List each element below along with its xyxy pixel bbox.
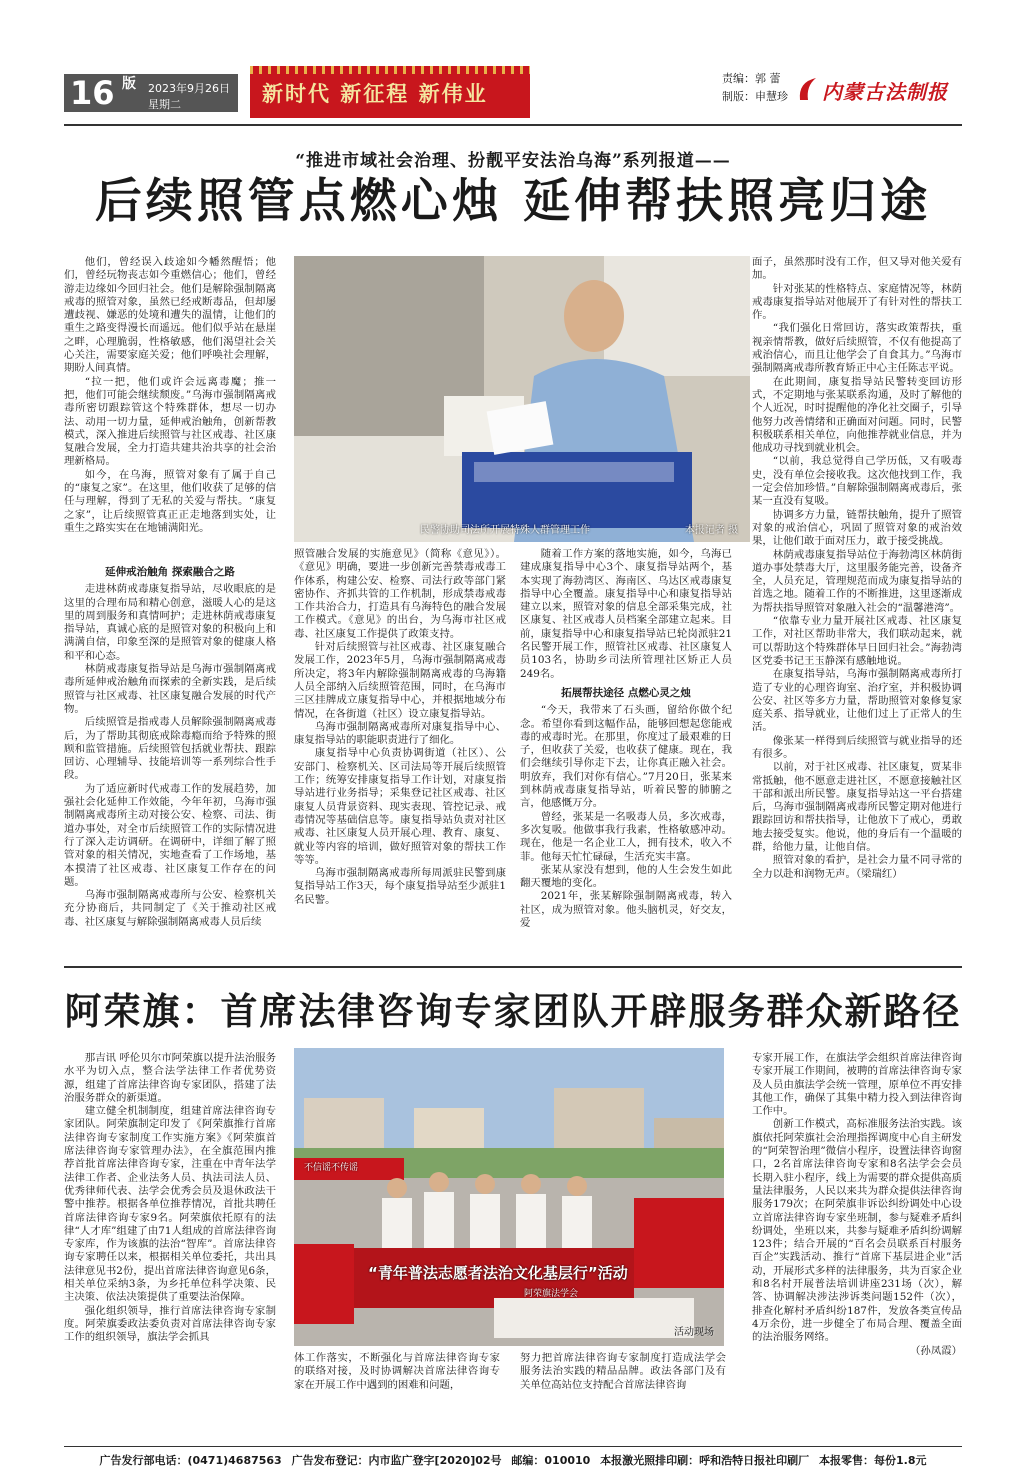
paragraph: 乌海市强制隔离戒毒所对康复指导中心、康复指导站的职能职责进行了细化。: [294, 720, 506, 747]
article2-col4: [752, 1052, 962, 1440]
paragraph: 像张某一样得到后续照管与就业指导的还有很多。: [752, 734, 962, 760]
paragraph: “我们强化日常回访，落实政策帮扶，重视亲情帮教，做好后续照管，不仅有他提高了戒治信心，而且让他学会了自食其力。”乌海市强制隔离戒毒所教育矫正中心主任陈志平说。: [752, 322, 962, 375]
article1-col1-top: [64, 256, 276, 554]
paragraph: 2021年，张某解除强制隔离戒毒，转入社区，成为照管对象。他头脑机灵，好交友，爱: [520, 890, 732, 930]
paragraph: 随着工作方案的落地实施，如今，乌海已建成康复指导中心3个、康复指导站两个，基本实现了海勃湾区、海南区、乌达区戒毒康复指导中心全覆盖。康复指导中心和康复指导站建立以来，照管对象的信息全部采集完成，社区康复、社区戒毒人员档案全部建立起来。目前，康复指导中心和康复指导站已轮岗派驻21名民警开展工作，照管社区戒毒、社区康复人员103名，协助乡司法所管理社区矫正人员249名。: [520, 548, 732, 680]
issue-date: 2023年9月26日: [148, 82, 230, 95]
page-unit: 版: [122, 76, 136, 92]
paragraph: “今天，我带来了石头画，留给你做个纪念。希望你看到这幅作品，能够回想起您能戒毒的戒毒时光。在那里，你度过了最艰难的日子，但收获了关爱，也收获了健康。现在，我们会继续引导你走下去，让你真正融入社会。明放弃，我们对你有信心。”7月20日，张某来到林荫戒毒康复指导站，听着民警的肺腑之言，他感慨万分。: [520, 704, 732, 810]
paragraph: 强化组织领导，推行首席法律咨询专家制度。阿荣旗委政法委负责对首席法律咨询专家工作的组织领导，旗法学会抓具: [64, 1304, 276, 1344]
event-photo-illustration: [294, 1048, 724, 1346]
article2-col2: [294, 1352, 500, 1442]
photo-banner-subtext: 阿荣旗法学会: [524, 1289, 579, 1299]
paragraph: 在此期间，康复指导站民警转变回访形式，不定期地与张某联系沟通，及时了解他的个人近况，时时提醒他的净化社交圈子，引导他努力改善情绪和正确面对问题。同时，民警积极联系相关单位，向他推荐就业信息，并为他成功寻找到就业机会。: [752, 375, 962, 455]
paragraph: 曾经，张某是一名吸毒人员，多次戒毒，多次复吸。他做事我行我素，性格敏感冲动。现在，他是一名企业工人，拥有技术，收入不菲。他每天忙忙碌碌，生活充实丰富。: [520, 810, 732, 863]
paragraph: 那吉讯 呼伦贝尔市阿荣旗以提升法治服务水平为切入点，整合法学法律工作者优势资源，组建了首席法律咨询专家团队，搭建了法治服务群众的新渠道。: [64, 1052, 276, 1104]
producer: 制版：申慧珍: [722, 90, 788, 103]
paragraph: 协调多方力量，链帮扶触角，提升了照管对象的戒治信心，巩固了照管对象的戒治效果，让他们敢于面对压力，敢于接受挑战。: [752, 508, 962, 548]
article1-col4: [752, 256, 962, 956]
footer-price: 本报零售：每份1.8元: [819, 1454, 927, 1467]
editor: 责编：郭 蕾: [722, 72, 781, 85]
paragraph: 体工作落实，不断强化与首席法律咨询专家的联络对接，及时协调解决首席法律咨询专家在开展工作中遇到的困难和问题，: [294, 1352, 500, 1391]
paragraph: 康复指导中心负责协调街道（社区）、公安部门、检察机关、区司法局等开展后续照管工作；统筹安排康复指导工作计划，对康复指导站进行业务指导；采集登记社区戒毒、社区康复人员背景资料、现实表现、管控记录、戒毒情况等基础信息等。康复指导站负责对社区戒毒、社区康复人员开展心理、教育、康复、就业等内容的培训，做好照管对象的帮扶工作等等。: [294, 747, 506, 866]
photo-caption: 活动现场: [674, 1327, 714, 1338]
editor-credits: [722, 70, 788, 106]
paragraph: 照管对象的看护，是社会力量不同寻常的全力以赴和润物无声。（梁瑞红）: [752, 854, 962, 880]
newspaper-name: 内蒙古法制报: [822, 80, 948, 104]
issue-weekday: 星期二: [148, 98, 181, 111]
article-divider: [64, 966, 962, 968]
police-photo-illustration: [294, 256, 750, 542]
paragraph: 努力把首席法律咨询专家制度打造成法学会服务法治实践的精品品牌。政法各部门及有关单位高站位支持配合首席法律咨询: [520, 1352, 726, 1391]
paragraph: 针对后续照管与社区戒毒、社区康复融合发展工作，2023年5月，乌海市强制隔离戒毒所决定，将3年内解除强制隔离戒毒的乌海籍人员全部纳入后续照管范围，同时，在乌海市三区挂牌成立康复指导中心，并根据地域分布情况，在各街道（社区）设立康复指导站。: [294, 641, 506, 720]
page-number-block: [64, 74, 142, 112]
footer-postcode: 邮编：010010: [511, 1454, 591, 1467]
paragraph: “拉一把，他们或许会远离毒魔；推一把，他们可能会继续颓废。”乌海市强制隔离戒毒所密切跟踪管这个特殊群体，想尽一切办法、动用一切力量，延伸戒治触角，创新帮教模式，深入推进后续照管与社区戒毒、社区康复融合发展，全力打造共建共治共享的社会治理新格局。: [64, 375, 276, 468]
paragraph: 面子，虽然那时没有工作，但又导对他关爱有加。: [752, 256, 962, 282]
footer-divider: [64, 1446, 962, 1447]
section-banner-text: 新时代 新征程 新伟业: [262, 82, 488, 106]
article1-col3: [520, 548, 732, 956]
paragraph: 他们，曾经误入歧途如今幡然醒悟；他们，曾经玩物丧志如今重燃信心；他们，曾经游走边缘如今回归社会。他们是解除强制隔离戒毒的照管对象，虽然已经戒断毒品，但却屡遭歧视、嫌恶的处境和遭失的温情，让他们的重生之路变得漫长而遥远。他们似乎站在悬崖之畔，心理脆弱，性格敏感，他们渴望社会关心关注，需要家庭关爱；他们呼唤社会理解，期盼人间真情。: [64, 256, 276, 375]
paragraph: 照管融合发展的实施意见》（简称《意见》）。《意见》明确，要进一步创新完善禁毒戒毒工作体系，构建公安、检察、司法行政等部门紧密协作、齐抓共管的工作机制，形成禁毒戒毒工作共治合力，打造具有乌海特色的融合发展工作模式。《意见》的出台，为乌海市社区戒毒、社区康复工作提供了政策支持。: [294, 548, 506, 640]
article1-headline: 后续照管点燃心烛 延伸帮扶照亮归途: [94, 174, 932, 229]
paragraph: “以前，我总觉得自己学历低，又有吸毒史，没有单位会接收我。这次他找到工作，我一定会倍加珍惜。”自解除强制隔离戒毒后，张某一直没有复吸。: [752, 455, 962, 508]
logo-mark-icon: [796, 74, 820, 104]
photo-credit: 本报记者 摄: [684, 525, 738, 536]
paragraph: 创新工作模式，高标准服务法治实践。该旗依托阿荣旗社会治理指挥调度中心自主研发的“阿荣智治理”微信小程序，设置法律咨询窗口，2名首席法律咨询专家和8名法学会会员长期入驻小程序，线上为需要的群众提供高质量法律服务，人民以来共为群众提供法律咨询服务179次；在阿荣旗非诉讼纠纷调处中心设立首席法律咨询专家坐班制，参与疑难矛盾纠纷调处，坐班以来，共参与疑难矛盾纠纷调解123件；结合开展的“百名会员联系百村服务百企”实践活动、推行“首席下基层进企业”活动，开展形式多样的法律服务，共为百家企业和8名村开展普法培训讲座231场（次），解答、协调解决涉法涉诉类问题152件（次），排查化解村矛盾纠纷187件，发放各类宣传品4万余份，进一步健全了布局合理、覆盖全面的法治服务网络。: [752, 1118, 962, 1344]
article1-col2: [294, 548, 506, 956]
paragraph: 后续照管是指戒毒人员解除强制隔离戒毒后，为了帮助其彻底戒除毒瘾而给予特殊的照顾和监管措施。后续照管包括就业帮扶、跟踪回访、心理辅导、技能培训等一系列综合性手段。: [64, 716, 276, 782]
article1-col1: [64, 560, 276, 956]
footer: [64, 1452, 962, 1468]
masthead-divider: [64, 124, 962, 126]
article2-col3: [520, 1352, 726, 1442]
article2-headline: 阿荣旗：首席法律咨询专家团队开辟服务群众新路径: [64, 989, 962, 1033]
article2-photo: [294, 1048, 724, 1346]
paragraph: 走进林荫戒毒康复指导站，尽收眼底的是这里的合理布局和精心创意，滋暖人心的是这里的周到服务和真情呵护；走进林荫戒毒康复指导站，真诚心底的是照管对象的积极向上和满满自信，印象至深的是照管对象的健康人格和平和心态。: [64, 583, 276, 662]
article2-col1: [64, 1052, 276, 1440]
paragraph: 如今，在乌海，照管对象有了属于自己的“康复之家”。在这里，他们收获了足够的信任与理解，得到了无私的关爱与帮扶。“康复之家”，让后续照管真正正走地落到实处，让重生之路实实在在地铺满阳光。: [64, 468, 276, 534]
date-block: [142, 74, 238, 112]
paragraph: “依靠专业力量开展社区戒毒、社区康复工作，对社区帮助非常大，我们联动起来，就可以帮助这个特殊群体早日回归社会。”海勃湾区党委书记王玉静深有感触地说。: [752, 615, 962, 667]
paragraph: 建立健全机制制度，组建首席法律咨询专家团队。阿荣旗制定印发了《阿荣旗推行首席法律咨询专家制度工作实施方案》《阿荣旗首席法律咨询专家管理办法》，在全旗范围内推荐首批首席法律咨询专家，注重在中青年法学法律工作者、企业法务人员、执法司法人员、优秀律师代表、法学会优秀会员及退休政法干警中推荐。根据各单位推荐情况，首批共聘任首席法律咨询专家9名。阿荣旗依托原有的法律“人才库”组建了由71人组成的首席法律咨询专家库，作为该旗的法治“智库”。首席法律咨询专家聘任以来，根据相关单位委托，共出具法律意见书2份，提出首席法律咨询意见6条，相关单位采纳3条，为乡托单位科学决策、民主决策、依法决策提供了重要法治保障。: [64, 1105, 276, 1304]
photo-banner-text: “青年普法志愿者法治文化基层行”活动: [368, 1264, 628, 1282]
page-number: 16: [70, 74, 115, 112]
subheading: 延伸戒治触角 探索融合之路: [105, 566, 235, 578]
paragraph: 以前，对于社区戒毒、社区康复，贾某非常抵触，他不愿意走进社区，不愿意接触社区干部和派出所民警。康复指导站这一平台搭建后，乌海市强制隔离戒毒所民警定期对他进行跟踪回访和帮扶指导，让他放下了戒心，勇敢地去接受复实。他说，他的身后有一个温暖的群，给他力量，让他自信。: [752, 761, 962, 854]
photo-caption: 民警协助司法所开展特殊人群管理工作: [420, 525, 590, 536]
footer-phone: 广告发行部电话：(0471)4687563: [99, 1454, 282, 1467]
paragraph: 林荫戒毒康复指导站位于海勃湾区林荫街道办事处禁毒大厅，这里服务能完善，设备齐全，人员充足，管理规范而成为康复指导站的首选之地。随着工作的不断推进，这里逐渐成为帮扶指导照管对象融入社会的“温馨港湾”。: [752, 548, 962, 614]
subheading: 拓展帮扶途径 点燃心灵之烛: [561, 686, 691, 699]
paragraph: 乌海市强制隔离戒毒所与公安、检察机关充分协商后，共同制定了《关于推动社区戒毒、社区康复与解除强制隔离戒毒人员后续: [64, 889, 276, 928]
series-title: “推进市域社会治理、扮靓平安法治乌海”系列报道——: [295, 151, 731, 171]
footer-license: 广告发布登记：内市监广登字[2020]02号: [291, 1454, 502, 1467]
paragraph: 在康复指导站，乌海市强制隔离戒毒所打造了专业的心理咨询室、治疗室，并积极协调公安、社区等多方力量，帮助照管对象修复家庭关系、指导就业，让他们过上了正常人的生活。: [752, 668, 962, 734]
paragraph: 乌海市强制隔离戒毒所每周派驻民警到康复指导站工作3天，每个康复指导站至少派驻1名民警。: [294, 867, 506, 906]
paragraph: 张某从家没有想到，他的人生会发生如此翻天覆地的变化。: [520, 863, 732, 890]
paragraph: 为了适应新时代戒毒工作的发展趋势，加强社会化延伸工作效能，今年年初，乌海市强制隔离戒毒所主动对接公安、检察、司法、街道办事处，对全市后续照管工作的实际情况进行了深入走访调研。在调研中，详细了解了照管对象的相关情况，实地查看了工作场地，基本摸清了社区戒毒、社区康复工作存在的问题。: [64, 782, 276, 888]
section-banner: [250, 66, 530, 118]
paragraph: 林荫戒毒康复指导站是乌海市强制隔离戒毒所延伸戒治触角而探索的全新实践，是后续照管与社区戒毒、社区康复融合发展的时代产物。: [64, 663, 276, 715]
paragraph: 专家开展工作，在旗法学会组织首席法律咨询专家开展工作期间，被聘的首席法律咨询专家及人员由旗法学会统一管理，原单位不再安排其他工作，确保了其集中精力投入到法律咨询工作中。: [752, 1052, 962, 1118]
photo-sign-text: 不信谣不传谣: [304, 1163, 359, 1173]
article2-signature: （孙凤霞）: [910, 1344, 962, 1357]
footer-printing: 本报激光照排印刷：呼和浩特日报社印刷厂: [600, 1454, 810, 1467]
paragraph: 针对张某的性格特点、家庭情况等，林荫戒毒康复指导站对他展开了有针对性的帮扶工作。: [752, 282, 962, 322]
article1-photo: [294, 256, 750, 542]
newspaper-logo: [796, 72, 956, 106]
